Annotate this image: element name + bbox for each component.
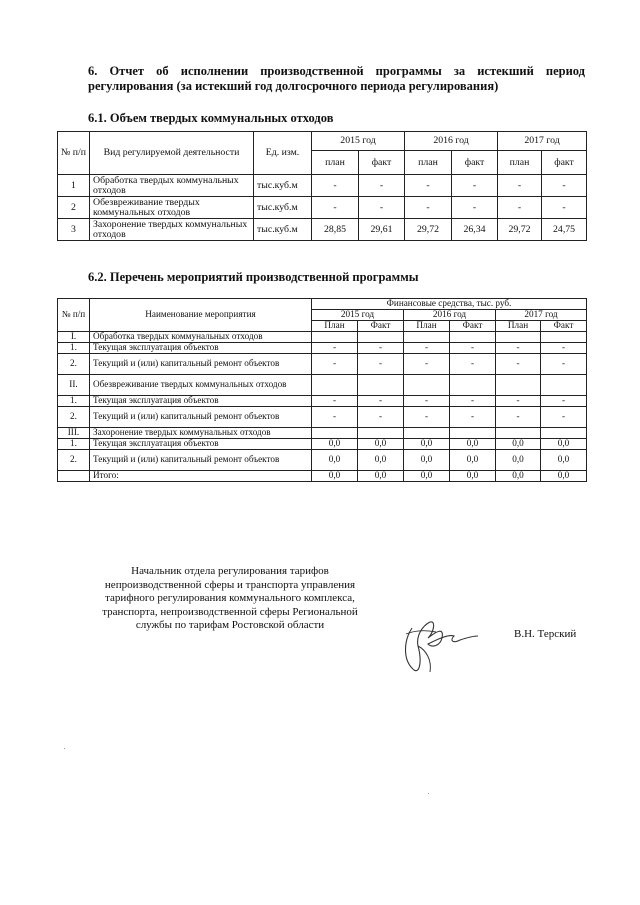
row-value: -: [358, 396, 404, 407]
row-value: -: [450, 407, 496, 428]
waste-volume-table: [57, 131, 587, 241]
row-value: [541, 428, 587, 439]
row-value: -: [498, 175, 542, 197]
table-row: [58, 332, 587, 343]
row-value: -: [359, 175, 405, 197]
row-num: 2.: [58, 354, 90, 375]
row-value: [496, 428, 541, 439]
header-year-2017: 2017 год: [498, 132, 587, 151]
table-row: [58, 428, 587, 439]
position-line: непроизводственной сферы и транспорта управления: [104, 578, 356, 591]
row-value: 0,0: [450, 471, 496, 482]
header-plan: план: [498, 151, 542, 175]
row-value: -: [312, 396, 358, 407]
section-6-2-heading: 6.2. Перечень мероприятий производственной программы: [88, 270, 419, 284]
row-value: [450, 428, 496, 439]
table-row: [58, 197, 587, 219]
row-value: 0,0: [541, 450, 587, 471]
row-num: 2.: [58, 407, 90, 428]
position-line: службы по тарифам Ростовской области: [135, 619, 325, 631]
position-line: тарифного регулирования коммунального комплекса,: [105, 592, 355, 604]
row-value: -: [542, 197, 587, 219]
header-num: № п/п: [58, 299, 90, 332]
row-value: 0,0: [541, 471, 587, 482]
row-name: Текущая эксплуатация объектов: [90, 343, 312, 354]
row-name: Итого:: [90, 471, 312, 482]
section-6-1-heading: 6.1. Объем твердых коммунальных отходов: [88, 111, 334, 125]
header-year-2015: 2015 год: [312, 132, 405, 151]
row-value: -: [542, 175, 587, 197]
table-row: [58, 219, 587, 241]
header-year-2017: 2017 год: [496, 310, 587, 321]
row-value: -: [450, 396, 496, 407]
row-num: 1.: [58, 439, 90, 450]
row-value: -: [404, 354, 450, 375]
row-value: -: [452, 197, 498, 219]
row-value: [404, 332, 450, 343]
row-value: 29,72: [405, 219, 452, 241]
row-name: Обработка твердых коммунальных отходов: [90, 175, 254, 197]
row-value: -: [405, 175, 452, 197]
row-num: 1.: [58, 343, 90, 354]
scan-speck: [64, 748, 65, 749]
section-6-heading: [88, 64, 585, 94]
header-year-2016: 2016 год: [404, 310, 496, 321]
row-unit: тыс.куб.м: [254, 175, 312, 197]
row-unit: тыс.куб.м: [254, 197, 312, 219]
row-value: [496, 375, 541, 396]
row-num: 3: [58, 219, 90, 241]
row-name: Захоронение твердых коммунальных отходов: [90, 428, 312, 439]
row-name: Текущий и (или) капитальный ремонт объектов: [90, 354, 312, 375]
table-row: [58, 439, 587, 450]
row-value: -: [450, 343, 496, 354]
header-measure-name: Наименование мероприятия: [90, 299, 312, 332]
row-value: [541, 332, 587, 343]
row-value: [312, 332, 358, 343]
row-num: [58, 471, 90, 482]
row-value: [450, 332, 496, 343]
header-fact: Факт: [541, 321, 587, 332]
row-value: -: [541, 407, 587, 428]
header-fact: факт: [359, 151, 405, 175]
row-value: -: [452, 175, 498, 197]
row-num: 1: [58, 175, 90, 197]
row-num: III.: [58, 428, 90, 439]
table-row: [58, 450, 587, 471]
header-plan: План: [496, 321, 541, 332]
row-value: [312, 375, 358, 396]
row-value: -: [312, 197, 359, 219]
header-activity: Вид регулируемой деятельности: [90, 132, 254, 175]
signer-position: [80, 565, 380, 633]
row-value: -: [405, 197, 452, 219]
table-row: [58, 343, 587, 354]
row-value: 0,0: [312, 450, 358, 471]
scan-speck: [428, 793, 429, 794]
header-plan: План: [404, 321, 450, 332]
row-value: -: [496, 396, 541, 407]
row-value: 0,0: [358, 439, 404, 450]
row-name: Текущая эксплуатация объектов: [90, 439, 312, 450]
row-value: 28,85: [312, 219, 359, 241]
header-finance: Финансовые средства, тыс. руб.: [312, 299, 587, 310]
row-value: -: [404, 407, 450, 428]
table-row: [58, 375, 587, 396]
row-name: Текущий и (или) капитальный ремонт объектов: [90, 450, 312, 471]
row-num: I.: [58, 332, 90, 343]
row-value: -: [450, 354, 496, 375]
row-value: -: [496, 354, 541, 375]
row-value: -: [312, 407, 358, 428]
header-unit: Ед. изм.: [254, 132, 312, 175]
row-value: 0,0: [312, 439, 358, 450]
row-value: [312, 428, 358, 439]
header-fact: факт: [452, 151, 498, 175]
row-value: -: [358, 343, 404, 354]
row-value: -: [404, 343, 450, 354]
row-value: -: [358, 354, 404, 375]
row-value: [404, 375, 450, 396]
row-value: 0,0: [496, 450, 541, 471]
row-value: 0,0: [496, 471, 541, 482]
row-value: 29,72: [498, 219, 542, 241]
row-name: Обезвреживание твердых коммунальных отходов: [90, 375, 312, 396]
row-num: II.: [58, 375, 90, 396]
row-value: 0,0: [450, 450, 496, 471]
row-value: -: [312, 175, 359, 197]
row-value: 0,0: [358, 471, 404, 482]
row-value: -: [541, 354, 587, 375]
position-line: транспорта, непроизводственной сферы Региональной: [102, 605, 358, 618]
header-fact: факт: [542, 151, 587, 175]
row-num: 2: [58, 197, 90, 219]
row-value: 0,0: [404, 439, 450, 450]
row-value: -: [359, 197, 405, 219]
table-row: [58, 354, 587, 375]
row-name: Текущий и (или) капитальный ремонт объектов: [90, 407, 312, 428]
row-value: -: [541, 396, 587, 407]
header-fact: Факт: [358, 321, 404, 332]
handwritten-signature: [392, 600, 482, 680]
row-value: [358, 428, 404, 439]
row-name: Обработка твердых коммунальных отходов: [90, 332, 312, 343]
header-fact: Факт: [450, 321, 496, 332]
row-value: 0,0: [358, 450, 404, 471]
row-value: -: [496, 343, 541, 354]
section-6-line-1: 6. Отчет об исполнении производственной программы за истекший период: [88, 64, 585, 78]
table-row: [58, 396, 587, 407]
row-value: 0,0: [404, 471, 450, 482]
row-value: 26,34: [452, 219, 498, 241]
row-value: -: [404, 396, 450, 407]
header-plan: план: [312, 151, 359, 175]
header-plan: План: [312, 321, 358, 332]
row-num: 1.: [58, 396, 90, 407]
row-value: [450, 375, 496, 396]
program-measures-table: [57, 298, 587, 482]
row-value: 29,61: [359, 219, 405, 241]
row-value: 0,0: [541, 439, 587, 450]
row-value: -: [496, 407, 541, 428]
section-6-line-2: регулирования (за истекший год долгосрочного периода регулирования): [88, 79, 499, 93]
row-value: -: [498, 197, 542, 219]
row-value: 0,0: [450, 439, 496, 450]
table-row: [58, 175, 587, 197]
row-value: -: [541, 343, 587, 354]
table-row: [58, 407, 587, 428]
row-value: 0,0: [404, 450, 450, 471]
row-value: [404, 428, 450, 439]
row-value: 0,0: [496, 439, 541, 450]
header-num: № п/п: [58, 132, 90, 175]
header-plan: план: [405, 151, 452, 175]
signer-name: В.Н. Терский: [514, 628, 577, 640]
row-value: -: [358, 407, 404, 428]
row-value: -: [312, 343, 358, 354]
table-row-total: [58, 471, 587, 482]
row-name: Обезвреживание твердых коммунальных отходов: [90, 197, 254, 219]
row-value: -: [312, 354, 358, 375]
row-value: 0,0: [312, 471, 358, 482]
row-name: Текущая эксплуатация объектов: [90, 396, 312, 407]
row-value: [496, 332, 541, 343]
row-name: Захоронение твердых коммунальных отходов: [90, 219, 254, 241]
row-value: [358, 332, 404, 343]
header-year-2016: 2016 год: [405, 132, 498, 151]
row-value: [358, 375, 404, 396]
header-year-2015: 2015 год: [312, 310, 404, 321]
row-num: 2.: [58, 450, 90, 471]
row-unit: тыс.куб.м: [254, 219, 312, 241]
row-value: [541, 375, 587, 396]
position-line: Начальник отдела регулирования тарифов: [131, 565, 329, 577]
row-value: 24,75: [542, 219, 587, 241]
